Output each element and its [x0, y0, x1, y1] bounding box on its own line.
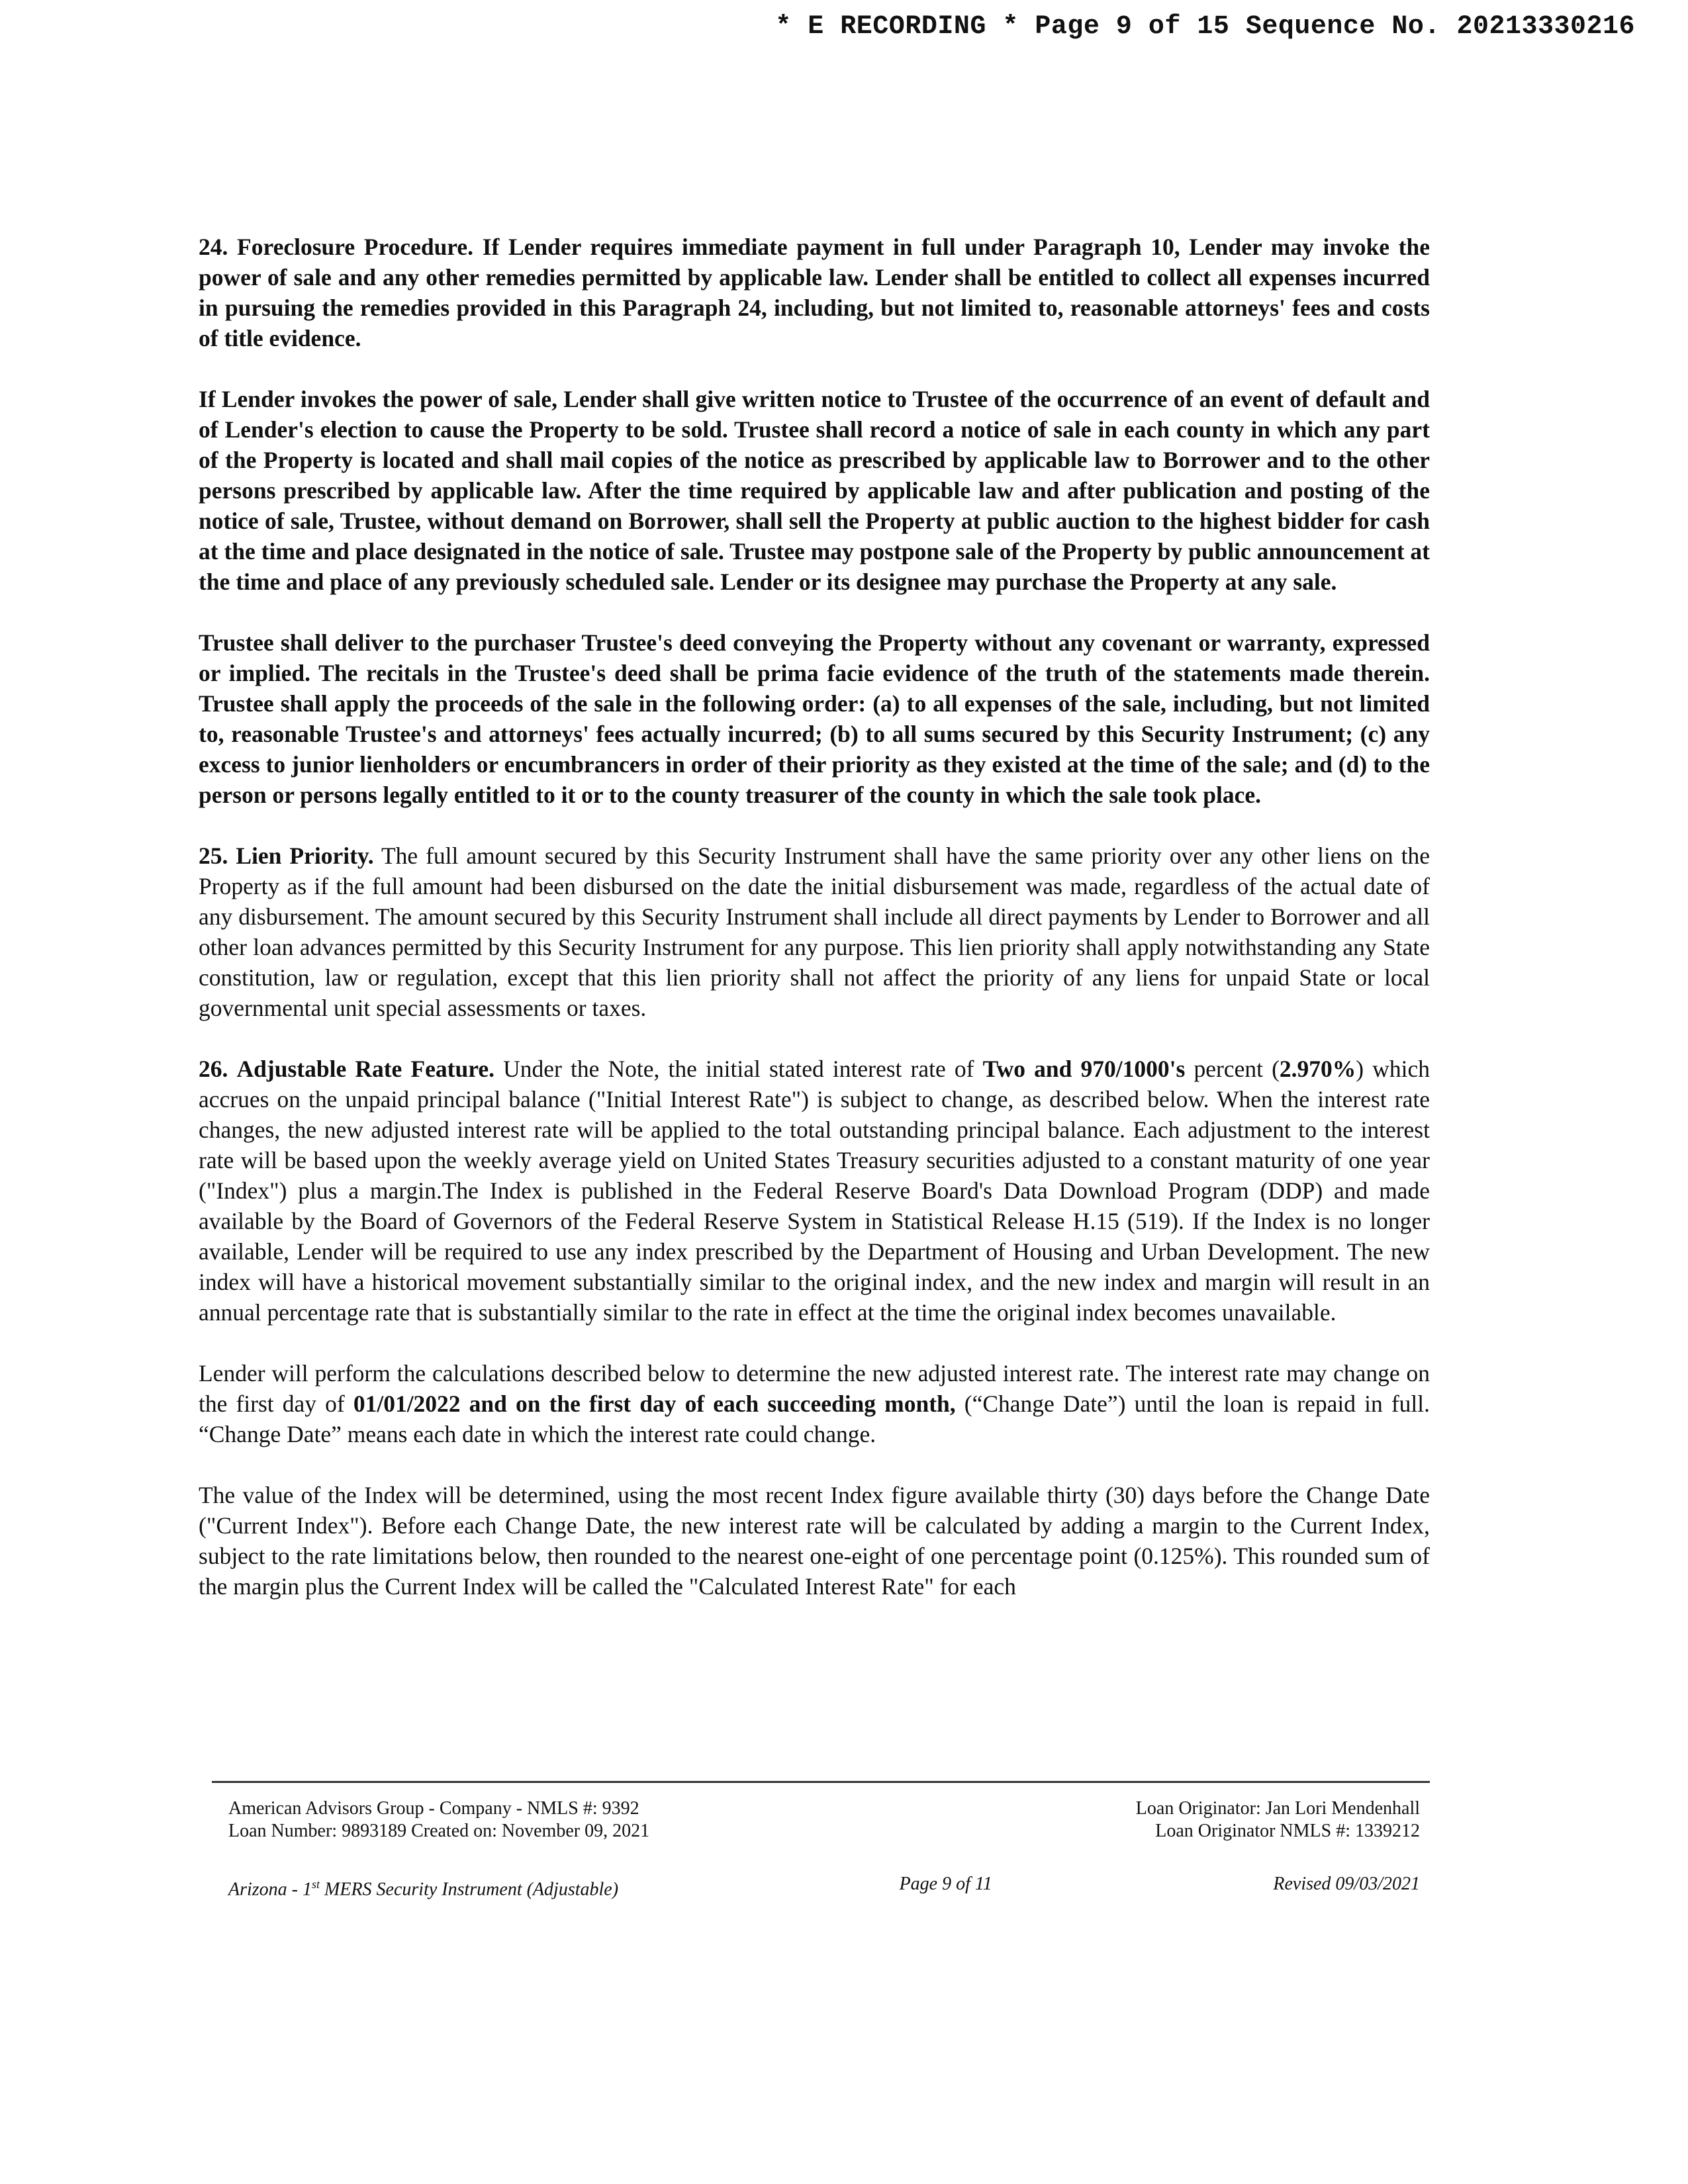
section-24-number: 24. [199, 234, 228, 260]
footer-form-title-b: MERS Security Instrument (Adjustable) [320, 1879, 619, 1900]
section-26-paragraph-1 [199, 1054, 1430, 1328]
section-26-p2-text-a: Lender will perform the calculations described below to determine the new adjusted interest rate. The interest rate may change on the first day of [199, 1360, 1430, 1417]
section-24-paragraph-1 [199, 232, 1430, 353]
section-26-paragraph-2 [199, 1358, 1430, 1449]
change-date-value: 01/01/2022 and on the first day of each succeeding month, [353, 1390, 956, 1417]
section-25-paragraph [199, 841, 1430, 1023]
footer-company: American Advisors Group - Company - NMLS #: 9392 [228, 1798, 639, 1819]
footer-page-number: Page 9 of 11 [899, 1874, 992, 1894]
section-24-text: If Lender requires immediate payment in full under Paragraph 10, Lender may invoke the power of sale and any other remedies permitted by applicable law. Lender shall be entitled to collect all expenses incurred in pursuing the remedies provided in this Paragraph 24, including, but not limited to, reasonable attorneys' fees and costs of title evidence. [199, 234, 1430, 351]
recording-header: * E RECORDING * Page 9 of 15 Sequence No. 20213330216 [775, 12, 1635, 42]
section-26-title: Adjustable Rate Feature. [236, 1056, 494, 1082]
section-25-text: The full amount secured by this Security Instrument shall have the same priority over any other liens on the Property as if the full amount had been disbursed on the date the initial disbursement was made, regardless of the actual date of any disbursement. The amount secured by this Security Instrument shall include all direct payments by Lender to Borrower and all other loan advances permitted by this Security Instrument for any purpose. This lien priority shall apply notwithstanding any State constitution, law or regulation, except that this lien priority shall not affect the priority of any liens for unpaid State or local governmental unit special assessments or taxes. [199, 842, 1430, 1021]
footer-form-title [228, 1873, 618, 1901]
initial-rate-words: Two and 970/1000's [982, 1056, 1186, 1082]
section-26-number: 26. [199, 1056, 228, 1082]
footer-originator-nmls: Loan Originator NMLS #: 1339212 [1155, 1821, 1420, 1841]
footer-loan-number: Loan Number: 9893189 Created on: November 09, 2021 [228, 1821, 650, 1841]
footer-originator-block [1136, 1797, 1420, 1843]
section-24-title: Foreclosure Procedure. [237, 234, 474, 260]
footer-revised: Revised 09/03/2021 [1273, 1874, 1420, 1894]
footer-company-block [228, 1797, 649, 1843]
footer-form-line [228, 1873, 1420, 1901]
section-24-paragraph-2: If Lender invokes the power of sale, Lender shall give written notice to Trustee of the occurrence of an event of default and of Lender's election to cause the Property to be sold. Trustee shall record a notice of sale in each county in which any part of the Property is located and shall mail copies of the notice as prescribed by applicable law to Borrower and to the other persons prescribed by applicable law. After the time required by applicable law and after publication and posting of the notice of sale, Trustee, without demand on Borrower, shall sell the Property at public auction to the highest bidder for cash at the time and place designated in the notice of sale. Trustee may postpone sale of the Property by public announcement at the time and place of any previously scheduled sale. Lender or its designee may purchase the Property at any sale. [199, 386, 1430, 595]
section-26-text-c: ) which accrues on the unpaid principal balance ("Initial Interest Rate") is subject to change, as described below. When the interest rate changes, the new adjusted interest rate will be applied to the total outstanding principal balance. Each adjustment to the interest rate will be based upon the weekly average yield on United States Treasury securities adjusted to a constant maturity of one year ("Index") plus a margin.The Index is published in the Federal Reserve Board's Data Download Program (DDP) and made available by the Board of Governors of the Federal Reserve System in Statistical Release H.15 (519). If the Index is no longer available, Lender will be required to use any index prescribed by the Department of Housing and Urban Development. The new index will have a historical movement substantially similar to the original index, and the new index and margin will result in an annual percentage rate that is substantially similar to the rate in effect at the time the original index becomes unavailable. [199, 1056, 1430, 1326]
footer-form-title-a: Arizona - 1 [228, 1879, 312, 1900]
section-25-number: 25. [199, 842, 228, 869]
section-26-p2-text-b: (“Change Date”) until the loan is repaid in full. “Change Date” means each date in which the interest rate could change. [199, 1390, 1430, 1447]
footer-originator: Loan Originator: Jan Lori Mendenhall [1135, 1798, 1420, 1819]
footer-info [228, 1797, 1420, 1843]
document-body [199, 232, 1430, 1632]
section-24-paragraph-3: Trustee shall deliver to the purchaser Trustee's deed conveying the Property without any covenant or warranty, expressed or implied. The recitals in the Trustee's deed shall be prima facie evidence of the truth of the statements made therein. Trustee shall apply the proceeds of the sale in the following order: (a) to all expenses of the sale, including, but not limited to, reasonable Trustee's and attorneys' fees actually incurred; (b) to all sums secured by this Security Instrument; (c) any excess to junior lienholders or encumbrancers in order of their priority as they existed at the time of the sale; and (d) to the person or persons legally entitled to it or to the county treasurer of the county in which the sale took place. [199, 629, 1430, 808]
footer-divider [212, 1781, 1430, 1783]
section-26-paragraph-3: The value of the Index will be determined, using the most recent Index figure available thirty (30) days before the Change Date ("Current Index"). Before each Change Date, the new interest rate will be calculated by adding a margin to the Current Index, subject to the rate limitations below, then rounded to the nearest one-eight of one percentage point (0.125%). This rounded sum of the margin plus the Current Index will be called the "Calculated Interest Rate" for each [199, 1482, 1430, 1600]
section-26-text-b: percent ( [1194, 1056, 1280, 1082]
initial-rate-percent: 2.970% [1279, 1056, 1356, 1082]
section-26-text-a: Under the Note, the initial stated interest rate of [503, 1056, 974, 1082]
section-25-title: Lien Priority. [236, 842, 374, 869]
footer-form-title-sup: st [312, 1878, 320, 1891]
